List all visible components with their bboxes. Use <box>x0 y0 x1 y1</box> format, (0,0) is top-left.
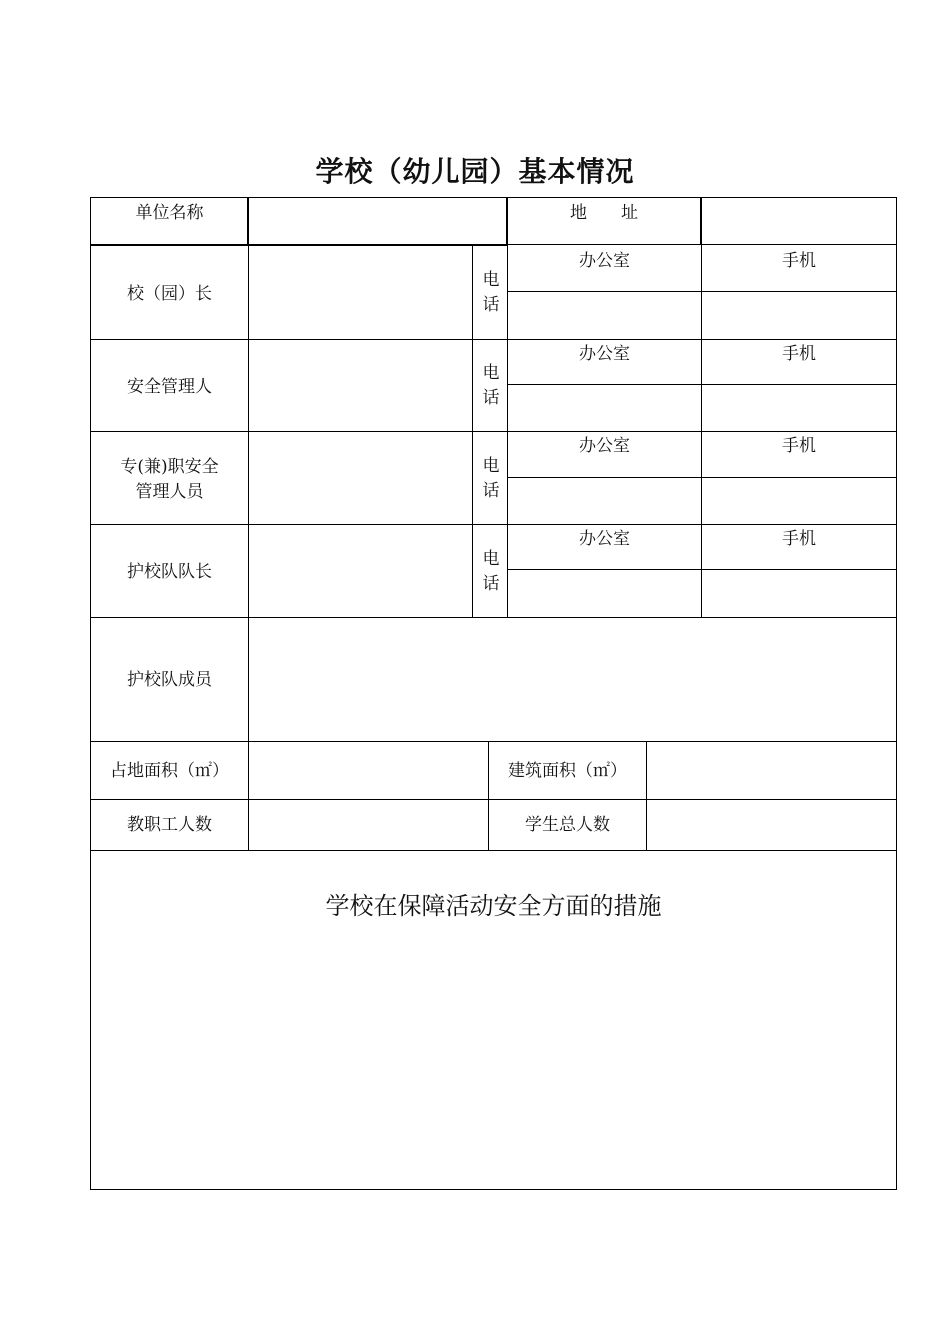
student-count-label: 学生总人数 <box>525 815 610 835</box>
patrol-captain-office-phone-field[interactable] <box>509 571 700 616</box>
building-area-label: 建筑面积（㎡） <box>508 761 627 781</box>
phone-label: 电 话 <box>482 549 500 594</box>
principal-name-field[interactable] <box>250 247 471 338</box>
safety-staff-mobile-field[interactable] <box>703 479 895 523</box>
mobile-label: 手机 <box>782 436 816 456</box>
mobile-label: 手机 <box>782 251 816 271</box>
page-title: 学校（幼儿园）基本情况 <box>315 155 635 188</box>
staff-count-label: 教职工人数 <box>127 815 212 835</box>
safety-staff-label-line2: 管理人员 <box>135 482 204 502</box>
safety-measures-title: 学校在保障活动安全方面的措施 <box>325 892 662 920</box>
office-label: 办公室 <box>579 436 630 456</box>
safety-staff-label-line1: 专(兼)职安全 <box>120 457 219 477</box>
patrol-captain-mobile-field[interactable] <box>703 571 895 616</box>
office-label: 办公室 <box>579 344 630 364</box>
land-area-label: 占地面积（㎡） <box>110 761 229 781</box>
patrol-members-field[interactable] <box>250 619 895 740</box>
building-area-field[interactable] <box>648 743 895 798</box>
office-label: 办公室 <box>579 251 630 271</box>
principal-office-phone-field[interactable] <box>509 293 700 338</box>
address-field[interactable] <box>703 199 895 243</box>
phone-label: 电 话 <box>482 270 500 315</box>
unit-name-field[interactable] <box>250 199 505 243</box>
unit-name-label: 单位名称 <box>135 203 204 223</box>
safety-manager-label: 安全管理人 <box>127 377 212 397</box>
phone-label: 电 话 <box>482 456 500 501</box>
office-label: 办公室 <box>579 529 630 549</box>
safety-manager-name-field[interactable] <box>250 341 471 430</box>
principal-label: 校（园）长 <box>127 284 212 304</box>
patrol-captain-name-field[interactable] <box>250 526 471 616</box>
address-label: 地 址 <box>570 203 638 223</box>
patrol-captain-label: 护校队队长 <box>127 562 212 582</box>
mobile-label: 手机 <box>782 529 816 549</box>
mobile-label: 手机 <box>782 344 816 364</box>
land-area-field[interactable] <box>250 743 487 798</box>
principal-mobile-field[interactable] <box>703 293 895 338</box>
patrol-members-label: 护校队成员 <box>127 670 212 690</box>
phone-label: 电 话 <box>482 363 500 408</box>
staff-count-field[interactable] <box>250 801 487 849</box>
safety-manager-mobile-field[interactable] <box>703 386 895 430</box>
safety-manager-office-phone-field[interactable] <box>509 386 700 430</box>
safety-measures-field[interactable] <box>92 930 895 1188</box>
safety-staff-office-phone-field[interactable] <box>509 479 700 523</box>
student-count-field[interactable] <box>648 801 895 849</box>
safety-staff-name-field[interactable] <box>250 433 471 523</box>
